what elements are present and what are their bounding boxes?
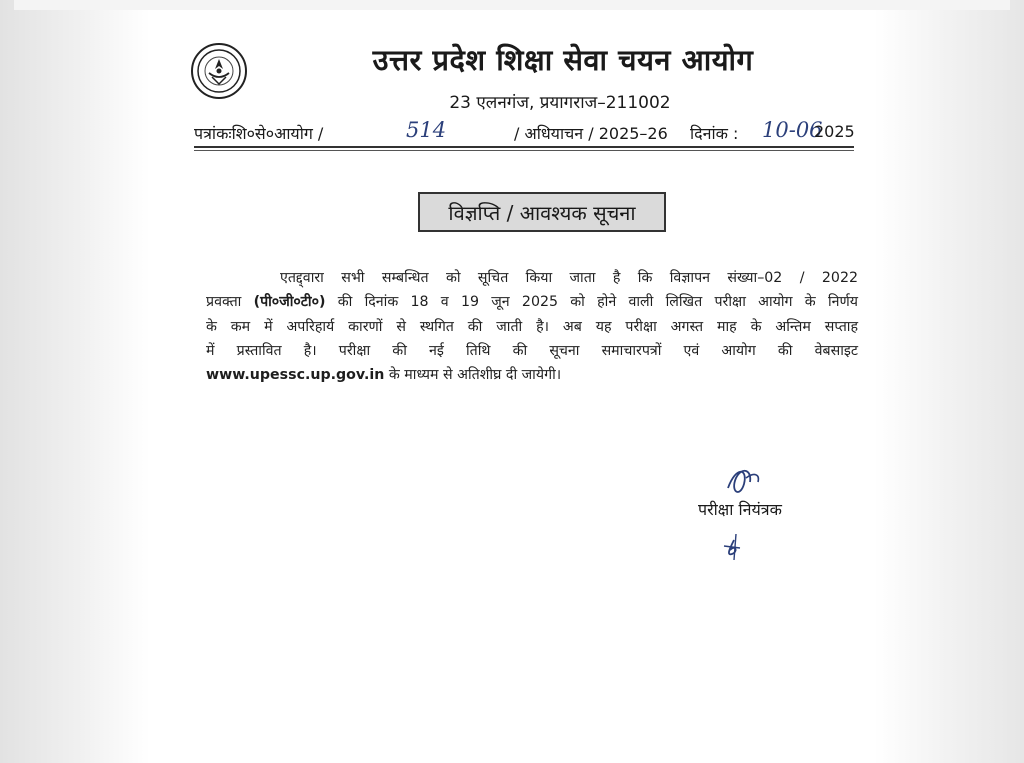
notice-body	[206, 266, 858, 387]
notice-heading: विज्ञप्ति / आवश्यक सूचना	[418, 192, 666, 232]
commission-title: उत्तर प्रदेश शिक्षा सेवा चयन आयोग	[372, 43, 754, 77]
right-page-shadow	[874, 0, 1024, 763]
left-page-shadow	[0, 0, 150, 763]
commission-address: 23 एलनगंज, प्रयागराज–211002	[449, 93, 671, 113]
body-line-2-prefix: प्रवक्ता	[206, 294, 242, 311]
notice-document	[150, 28, 874, 668]
body-line-2	[206, 290, 858, 314]
post-code: (पी०जी०टी०)	[253, 294, 326, 311]
body-line-5	[206, 363, 858, 387]
body-line-5-rest: के माध्यम से अतिशीघ्र दी जायेगी।	[388, 367, 562, 384]
reference-line	[194, 118, 854, 146]
reference-prefix: पत्रांकःशि०से०आयोग /	[194, 124, 324, 143]
header-divider-thin	[194, 150, 854, 151]
top-blur-strip	[14, 0, 1010, 10]
body-line-4: में प्रस्तावित है। परीक्षा की नई तिथि की सूचना समाचारपत्रों एवं आयोग की वेबसाइट	[206, 342, 858, 359]
body-line-2-rest: की दिनांक 18 व 19 जून 2025 को होने वाली लिखित परीक्षा आयोग के निर्णय	[337, 294, 858, 311]
signatory-title: परीक्षा नियंत्रक	[698, 500, 782, 519]
body-line-3: के कम में अपरिहार्य कारणों से स्थगित की जाती है। अब यह परीक्षा अगस्त माह के अन्तिम सप्ताह	[206, 318, 858, 335]
date-handwritten: 10-06	[762, 118, 823, 142]
date-year: 2025	[814, 122, 855, 141]
reference-number: 514	[406, 118, 447, 142]
website-link[interactable]: www.upessc.up.gov.in	[206, 367, 385, 384]
header-divider	[194, 146, 854, 148]
commission-emblem-icon	[190, 42, 248, 100]
body-line-1: एतद्द्वारा सभी सम्बन्धित को सूचित किया जाता है कि विज्ञापन संख्या–02 / 2022	[280, 270, 858, 286]
reference-middle: / अधियाचन / 2025–26	[514, 124, 668, 143]
date-label: दिनांक :	[690, 124, 739, 143]
